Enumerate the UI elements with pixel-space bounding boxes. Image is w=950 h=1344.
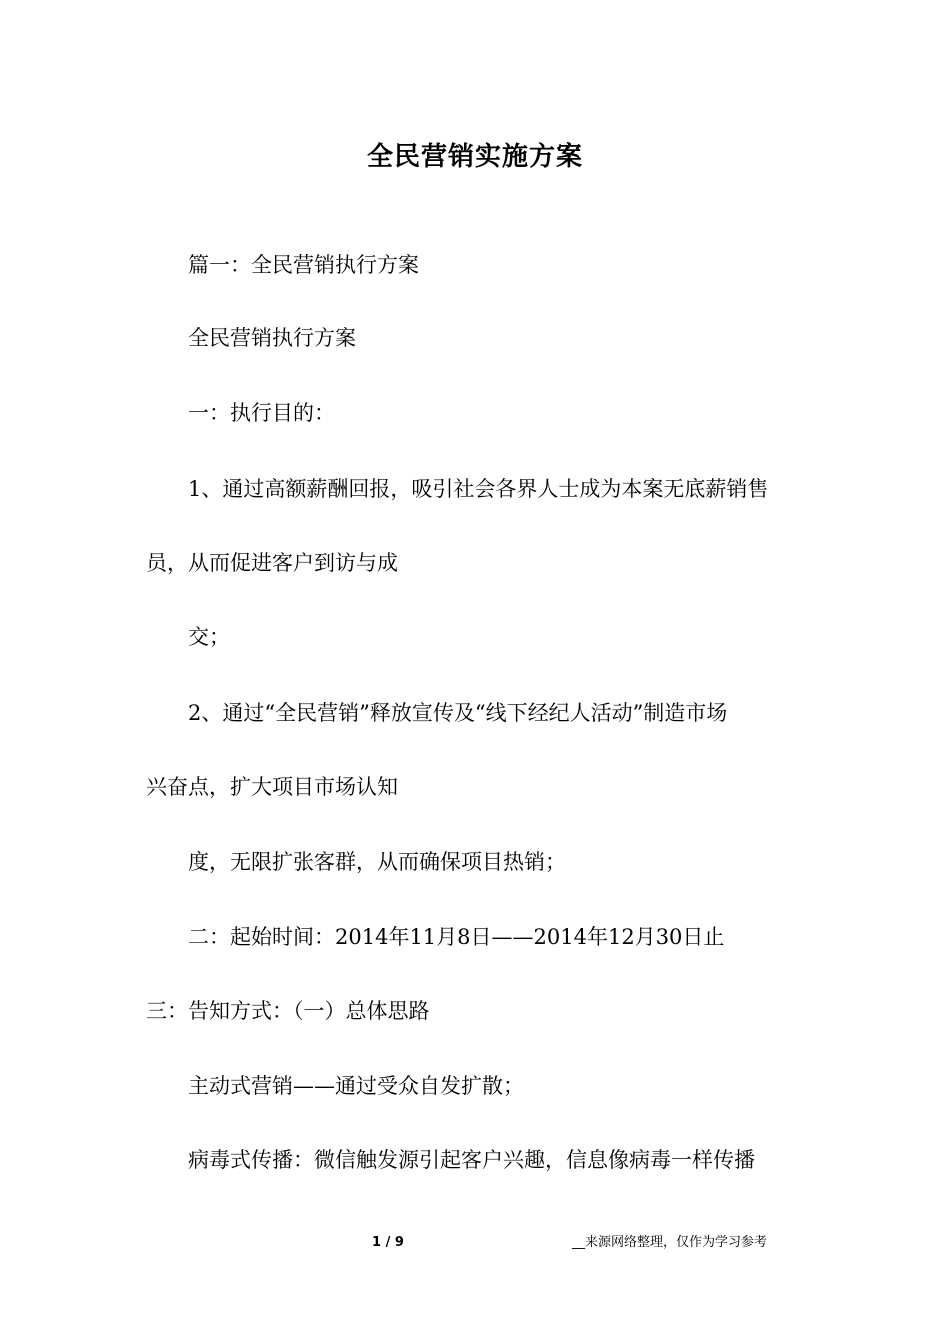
paragraph-line: 二：起始时间：2014年11月8日——2014年12月30日止 — [188, 925, 725, 949]
paragraph-line: 病毒式传播：微信触发源引起客户兴趣，信息像病毒一样传播 — [188, 1148, 755, 1172]
paragraph-line: 员，从而促进客户到访与成 — [146, 551, 398, 575]
paragraph-line: 兴奋点，扩大项目市场认知 — [146, 775, 398, 799]
paragraph-line: 主动式营销——通过受众自发扩散； — [188, 1074, 524, 1098]
paragraph-line: 2、通过“全民营销”释放宣传及“线下经纪人活动”制造市场 — [188, 701, 728, 725]
paragraph-line: 三：告知方式：（一）总体思路 — [146, 999, 430, 1023]
document-title: 全民营销实施方案 — [366, 142, 583, 172]
source-note: __来源网络整理，仅作为学习参考 — [572, 1235, 768, 1250]
paragraph-line: 全民营销执行方案 — [188, 326, 356, 350]
paragraph-line: 1、通过高额薪酬回报，吸引社会各界人士成为本案无底薪销售 — [188, 477, 769, 501]
paragraph-line: 一：执行目的： — [188, 401, 335, 425]
paragraph-line: 度，无限扩张客群，从而确保项目热销； — [188, 850, 566, 874]
paragraph-line: 交； — [188, 625, 230, 649]
page-number: 1 / 9 — [372, 1235, 404, 1250]
paragraph-line: 篇一：全民营销执行方案 — [188, 253, 419, 277]
